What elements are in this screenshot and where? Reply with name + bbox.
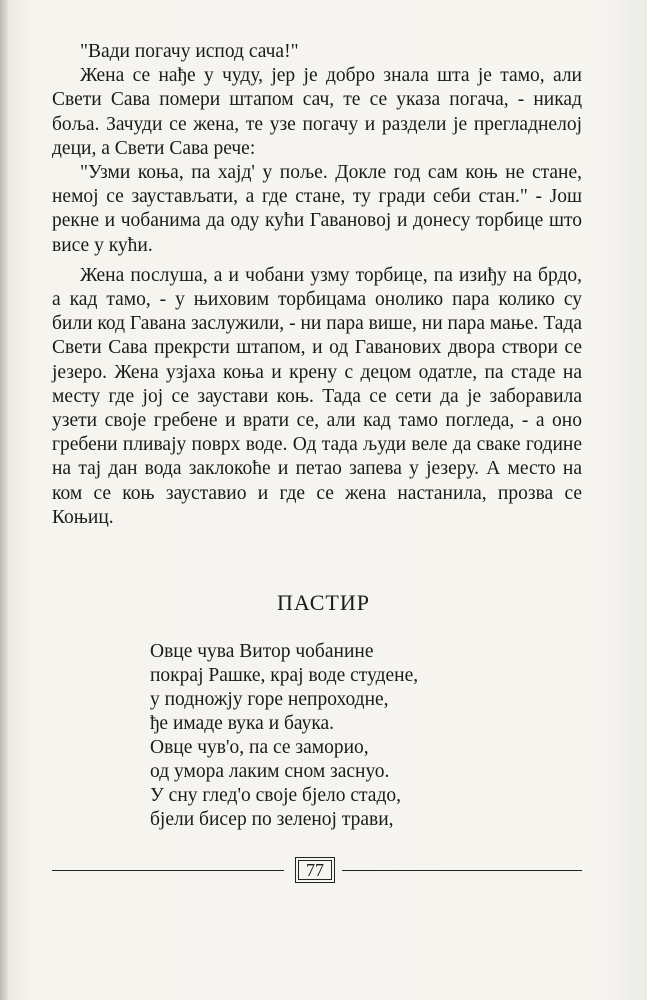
poem-line: Овце чув'о, па се заморио, [150, 737, 369, 758]
book-spine-shadow [0, 0, 8, 1000]
page-footer [52, 855, 582, 885]
page-number: 77 [295, 857, 335, 883]
poem-line: од умора лаким сном заснуо. [150, 761, 390, 782]
footer-rule-left [52, 870, 284, 871]
poem-line: покрај Рашке, крај воде студене, [150, 665, 419, 686]
footer-rule-right [342, 870, 582, 871]
paragraph: Жена се нађе у чуду, јер је добро знала шта је тамо, али Свети Сава помери штапом сач, те се указа погача, - никад боља. Зачуди се жена, те узе погачу и раздели је прегладнелој деци, а Свети Сава рече: [52, 65, 582, 159]
poem-line: у подножју горе непроходне, [150, 689, 389, 710]
paragraph: "Узми коња, па хајд' у поље. Докле год сам коњ не стане, немој се заустављати, а где стане, ту гради себи стан." - Још рекне и чобанима да оду кући Гавановој и донесу торбице што висе у кући. [52, 162, 582, 256]
poem-line: ђе имаде вука и баука. [150, 713, 335, 734]
prose-text [52, 40, 582, 530]
poem [150, 640, 570, 832]
poem-line: бјели бисер по зеленој трави, [150, 809, 394, 830]
poem-title: ПАСТИР [277, 590, 370, 615]
poem-line: Овце чува Витор чобанине [150, 641, 374, 662]
poem-line: У сну глед'о своје бјело стадо, [150, 785, 401, 806]
paragraph: "Вади погачу испод сача!" [80, 41, 299, 62]
paragraph: Жена послуша, а и чобани узму торбице, па изиђу на брдо, а кад тамо, - у њиховим торбицама онолико пара колико су били код Гавана заслужили, - ни пара више, ни пара мање. Тада Свети Сава прекрсти штапом, и од Гаванових двора створи се језеро. Жена узјаха коња и крену с децом одатле, па стаде на месту где јој се заустави коњ. Тада се сети да је заборавила узети своје гребене и врати се, али кад тамо погледа, - а оно гребени пливају поврх воде. Од тада људи веле да сваке године на тај дан вода заклокоће и петао запева у језеру. А место на ком се коњ зауставио и где се жена настанила, прозва се Коњиц. [52, 264, 582, 528]
